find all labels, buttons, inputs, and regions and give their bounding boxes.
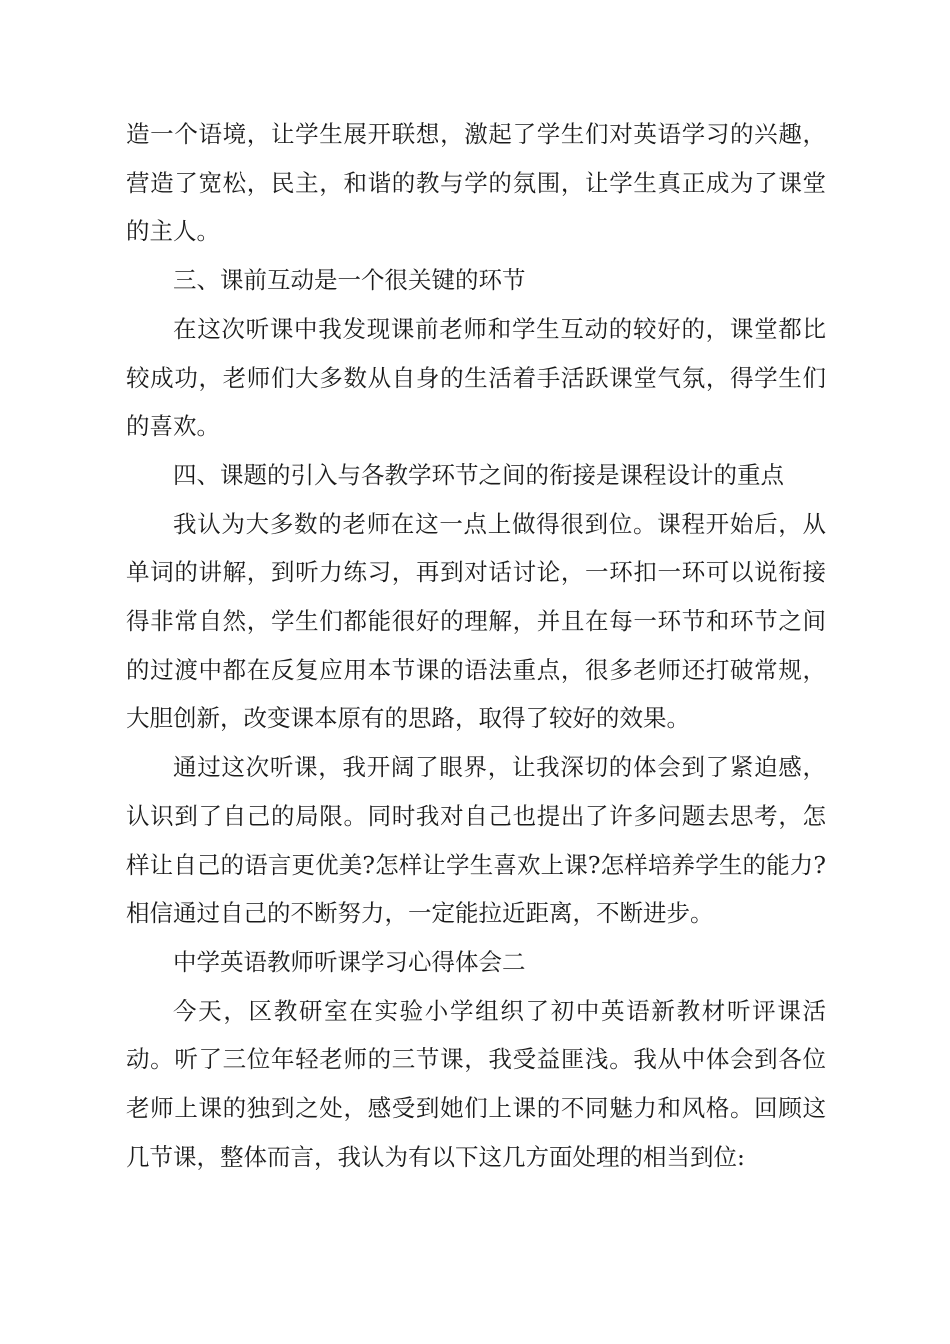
- section-heading-4: 四、课题的引入与各教学环节之间的衔接是课程设计的重点: [173, 460, 784, 489]
- article-subtitle: 中学英语教师听课学习心得体会二: [173, 947, 526, 976]
- paragraph-3: 我认为大多数的老师在这一点上做得很到位。课程开始后，从单词的讲解，到听力练习，再到对话讨论，一环扣一环可以说衔接得非常自然，学生们都能很好的理解，并且在每一环节和环节之间的过渡中都在反复应用本节课的语法重点，很多老师还打破常规，大胆创新，改变课本原有的思路，取得了较好的效果。: [126, 509, 826, 733]
- document-body: [126, 110, 826, 1181]
- section-heading-3: 三、课前互动是一个很关键的环节: [173, 266, 526, 295]
- paragraph-1: 造一个语境，让学生展开联想，激起了学生们对英语学习的兴趣，营造了宽松，民主，和谐的教与学的氛围，让学生真正成为了课堂的主人。: [126, 120, 826, 246]
- paragraph-5: 今天，区教研室在实验小学组织了初中英语新教材听评课活动。听了三位年轻老师的三节课，我受益匪浅。我从中体会到各位老师上课的独到之处，感受到她们上课的不同魅力和风格。回顾这几节课，整体而言，我认为有以下这几方面处理的相当到位:: [126, 996, 826, 1171]
- paragraph-2: 在这次听课中我发现课前老师和学生互动的较好的，课堂都比较成功，老师们大多数从自身的生活着手活跃课堂气氛，得学生们的喜欢。: [126, 314, 826, 441]
- paragraph-4: 通过这次听课，我开阔了眼界，让我深切的体会到了紧迫感，认识到了自己的局限。同时我对自己也提出了许多问题去思考，怎样让自己的语言更优美?怎样让学生喜欢上课?怎样培养学生的能力?相信通过自己的不断努力，一定能拉近距离，不断进步。: [126, 753, 826, 928]
